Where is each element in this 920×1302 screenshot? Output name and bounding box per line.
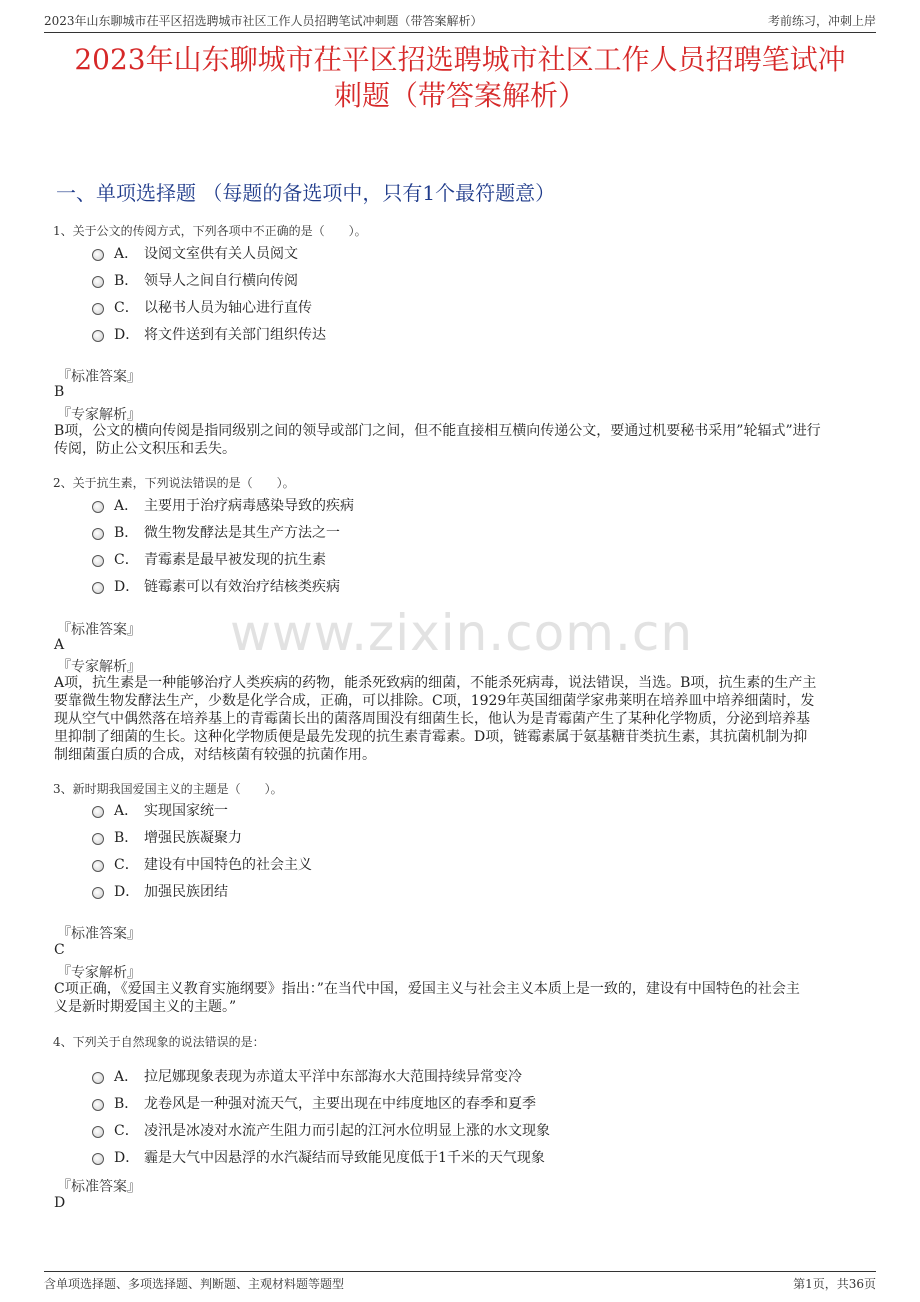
question-1-answer: B: [54, 384, 65, 400]
radio-icon[interactable]: [92, 1126, 104, 1138]
question-3-option-d[interactable]: D． 加强民族团结: [92, 877, 312, 904]
radio-icon[interactable]: [92, 860, 104, 872]
question-3-option-b[interactable]: B． 增强民族凝聚力: [92, 823, 312, 850]
radio-icon[interactable]: [92, 249, 104, 261]
question-4-options: [92, 1062, 550, 1170]
question-3-option-a[interactable]: A． 实现国家统一: [92, 796, 312, 823]
question-2-option-c[interactable]: C． 青霉素是最早被发现的抗生素: [92, 545, 354, 572]
question-3-answer-label: 『标准答案』: [57, 926, 141, 942]
document-title-line-2: 刺题（带答案解析）: [333, 79, 586, 112]
radio-icon[interactable]: [92, 1099, 104, 1111]
question-1-option-d[interactable]: D． 将文件送到有关部门组织传达: [92, 320, 326, 347]
page-header: [44, 10, 876, 33]
footer-question-types: 含单项选择题、多项选择题、判断题、主观材料题等题型: [44, 1277, 345, 1291]
page-number: 第1页，共36页: [793, 1277, 876, 1291]
question-4-stem: 4、下列关于自然现象的说法错误的是：: [53, 1035, 265, 1049]
radio-icon[interactable]: [92, 1153, 104, 1165]
question-3-options: [92, 796, 312, 904]
question-2-stem: 2、关于抗生素，下列说法错误的是（ ）。: [53, 476, 295, 490]
question-3-analysis: C项正确，《爱国主义教育实施纲要》指出：”在当代中国，爱国主义与社会主义本质上是一致的，建设有中国特色的社会主 义是新时期爱国主义的主题。”: [54, 981, 800, 1015]
page-footer: [44, 1271, 876, 1292]
header-doc-title: 2023年山东聊城市茌平区招选聘城市社区工作人员招聘笔试冲刺题（带答案解析）: [44, 14, 483, 28]
question-4-option-b[interactable]: B． 龙卷风是一种强对流天气，主要出现在中纬度地区的春季和夏季: [92, 1089, 550, 1116]
radio-icon[interactable]: [92, 833, 104, 845]
question-4-option-c[interactable]: C． 凌汛是冰凌对水流产生阻力而引起的江河水位明显上涨的水文现象: [92, 1116, 550, 1143]
question-3-option-c[interactable]: C． 建设有中国特色的社会主义: [92, 850, 312, 877]
radio-icon[interactable]: [92, 582, 104, 594]
radio-icon[interactable]: [92, 887, 104, 899]
question-2-analysis-label: 『专家解析』: [57, 659, 141, 675]
question-3-analysis-label: 『专家解析』: [57, 965, 141, 981]
question-2-analysis: A项，抗生素是一种能够治疗人类疾病的药物，能杀死致病的细菌，不能杀死病毒，说法错误，当选。B项，抗生素的生产主 要靠微生物发酵法生产，少数是化学合成，正确，可以排除。C项，1929年英国细菌学家弗莱明在培养皿中培养细菌时，发 现从空气中偶然落在培养基上的青霉菌长出的菌落周围没有细菌生长，他认为是青霉菌产生了某种化学物质，分泌到培养基 里抑制了细菌的生长。这种化学物质便是最先发现的抗生素青霉素。D项，链霉素属于氨基糖苷类抗生素，其抗菌机制为抑 制细菌蛋白质的合成，对结核菌有较强的抗菌作用。: [54, 675, 817, 763]
question-3-answer: C: [54, 942, 65, 958]
question-2-option-b[interactable]: B． 微生物发酵法是其生产方法之一: [92, 518, 354, 545]
question-1-analysis-label: 『专家解析』: [57, 407, 141, 423]
radio-icon[interactable]: [92, 303, 104, 315]
watermark: www.zixin.com.cn: [230, 604, 694, 662]
question-3-stem: 3、新时期我国爱国主义的主题是（ ）。: [53, 782, 283, 796]
document-title-line-1: 2023年山东聊城市茌平区招选聘城市社区工作人员招聘笔试冲: [74, 43, 846, 76]
question-4-answer: D: [54, 1195, 66, 1211]
question-1-analysis: B项，公文的横向传阅是指同级别之间的领导或部门之间，但不能直接相互横向传递公文，要通过机要秘书采用”轮辐式”进行 传阅，防止公文积压和丢失。: [54, 423, 821, 457]
header-slogan: 考前练习，冲刺上岸: [767, 14, 876, 28]
radio-icon[interactable]: [92, 555, 104, 567]
radio-icon[interactable]: [92, 330, 104, 342]
radio-icon[interactable]: [92, 501, 104, 513]
question-2-answer-label: 『标准答案』: [57, 622, 141, 638]
question-2-options: [92, 491, 354, 599]
document-title: [40, 42, 880, 114]
question-1-options: [92, 239, 326, 347]
question-1-option-b[interactable]: B． 领导人之间自行横向传阅: [92, 266, 326, 293]
radio-icon[interactable]: [92, 1072, 104, 1084]
radio-icon[interactable]: [92, 806, 104, 818]
radio-icon[interactable]: [92, 528, 104, 540]
question-1-option-a[interactable]: A． 设阅文室供有关人员阅文: [92, 239, 326, 266]
question-1-stem: 1、关于公文的传阅方式，下列各项中不正确的是（ ）。: [53, 224, 367, 238]
question-4-answer-label: 『标准答案』: [57, 1179, 141, 1195]
section-title: 一、单项选择题 （每题的备选项中，只有1个最符题意）: [56, 181, 556, 205]
radio-icon[interactable]: [92, 276, 104, 288]
question-2-option-a[interactable]: A． 主要用于治疗病毒感染导致的疾病: [92, 491, 354, 518]
question-4-option-d[interactable]: D． 霾是大气中因悬浮的水汽凝结而导致能见度低于1千米的天气现象: [92, 1143, 550, 1170]
question-4-option-a[interactable]: A． 拉尼娜现象表现为赤道太平洋中东部海水大范围持续异常变冷: [92, 1062, 550, 1089]
question-1-answer-label: 『标准答案』: [57, 369, 141, 385]
question-1-option-c[interactable]: C． 以秘书人员为轴心进行直传: [92, 293, 326, 320]
question-2-answer: A: [54, 637, 65, 653]
question-2-option-d[interactable]: D． 链霉素可以有效治疗结核类疾病: [92, 572, 354, 599]
